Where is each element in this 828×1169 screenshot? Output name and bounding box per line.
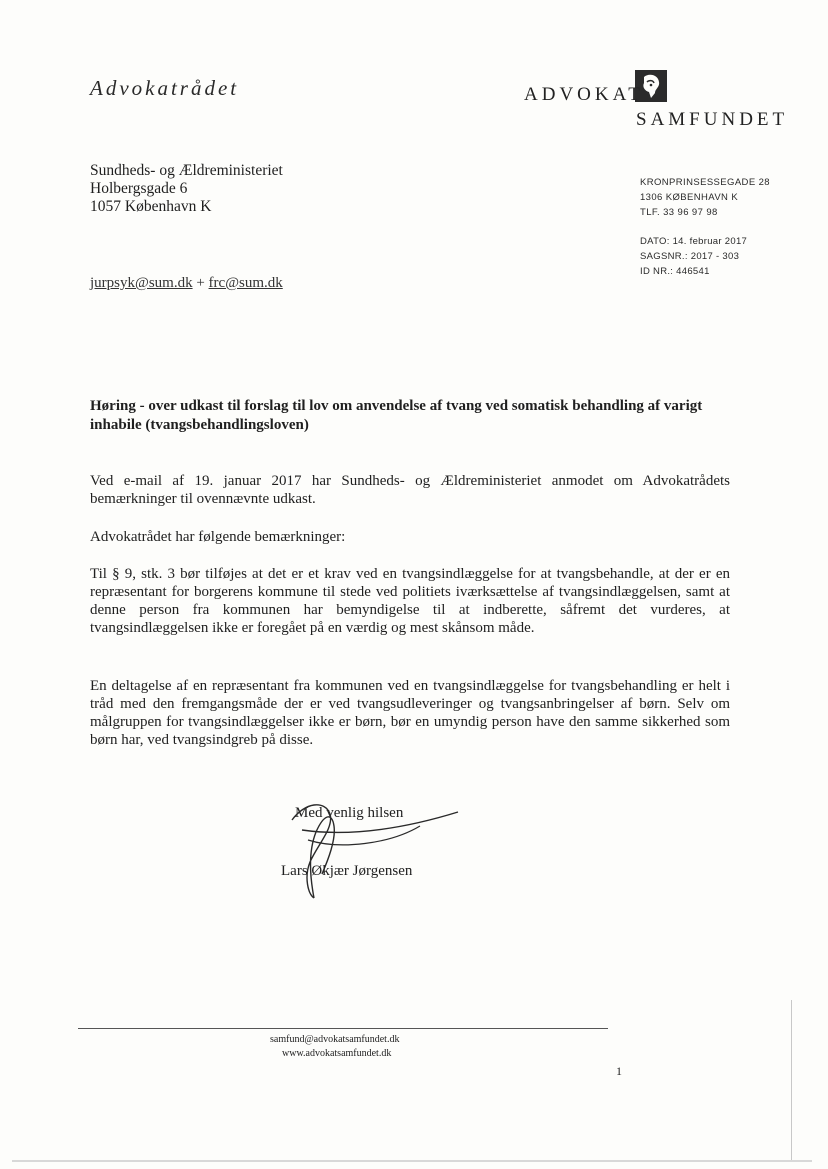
recipient-line: Holbergsgade 6: [90, 180, 188, 197]
signer-name: Lars Økjær Jørgensen: [281, 863, 413, 879]
logo-text-samfundet: SAMFUNDET: [636, 109, 789, 130]
sender-street: KRONPRINSESSEGADE 28: [640, 177, 770, 188]
page-mark: 1: [616, 1064, 622, 1078]
closing-greeting: Med venlig hilsen: [295, 805, 404, 821]
email-separator: +: [192, 275, 209, 291]
recipient-emails: [90, 275, 283, 292]
body-paragraph-4: En deltagelse af en repræsentant fra kommunen ved en tvangsindlæggelse for tvangsbehandling er helt i tråd med den fremgangsmåde der er ved tvangsudleveringer og tvangsanbringelser af børn. Selv om målgruppen for tvangsindlæggelser ikke er børn, bør en umyndig person have den samme sikkerhed som børn har, ved tvangsindgreb på disse.: [90, 678, 730, 748]
footer-email[interactable]: samfund@advokatsamfundet.dk: [270, 1034, 400, 1045]
id-number: ID NR.: 446541: [640, 266, 710, 277]
letter-subject: Høring - over udkast til forslag til lov om anvendelse af tvang ved somatisk behandling af varigt inhabile (tvangsbehandlingsloven): [90, 398, 703, 433]
sender-phone: TLF. 33 96 97 98: [640, 207, 718, 218]
recipient-line: 1057 København K: [90, 198, 212, 215]
scan-bottom-line: [12, 1160, 812, 1162]
sender-city: 1306 KØBENHAVN K: [640, 192, 739, 203]
email-link-frc[interactable]: frc@sum.dk: [208, 275, 283, 291]
handwritten-signature: [270, 782, 470, 902]
letter-meta: [640, 234, 747, 279]
footer-website[interactable]: www.advokatsamfundet.dk: [282, 1048, 392, 1059]
letter-date: DATO: 14. februar 2017: [640, 236, 748, 247]
sender-address: [640, 175, 770, 220]
logo-text-advokat: ADVOKAT: [524, 84, 644, 105]
body-paragraph-2: Advokatrådet har følgende bemærkninger:: [90, 529, 346, 545]
body-paragraph-3: Til § 9, stk. 3 bør tilføjes at det er et krav ved en tvangsindlæggelse for at tvangsbehandle, at der er en repræsentant for borgerens kommune til stede ved politiets iværksættelse af tvangsindlæggelsen, samt at denne person fra kommunen har bemyndigelse til at indberette, såfremt det vurderes, at tvangsindlæggelsen ikke er foregået på en værdig og mest skånsom måde.: [90, 566, 730, 636]
footer-divider: [78, 1028, 608, 1029]
case-number: SAGSNR.: 2017 - 303: [640, 251, 740, 262]
recipient-address: [90, 162, 283, 216]
scan-edge-line: [791, 1000, 792, 1160]
body-paragraph-1: Ved e-mail af 19. januar 2017 har Sundheds- og Ældreministeriet anmodet om Advokatrådets bemærkninger til ovennævnte udkast.: [90, 473, 730, 507]
email-link-jurpsyk[interactable]: jurpsyk@sum.dk: [90, 275, 193, 291]
council-name: Advokatrådet: [90, 76, 240, 100]
recipient-line: Sundheds- og Ældreministeriet: [90, 162, 283, 179]
